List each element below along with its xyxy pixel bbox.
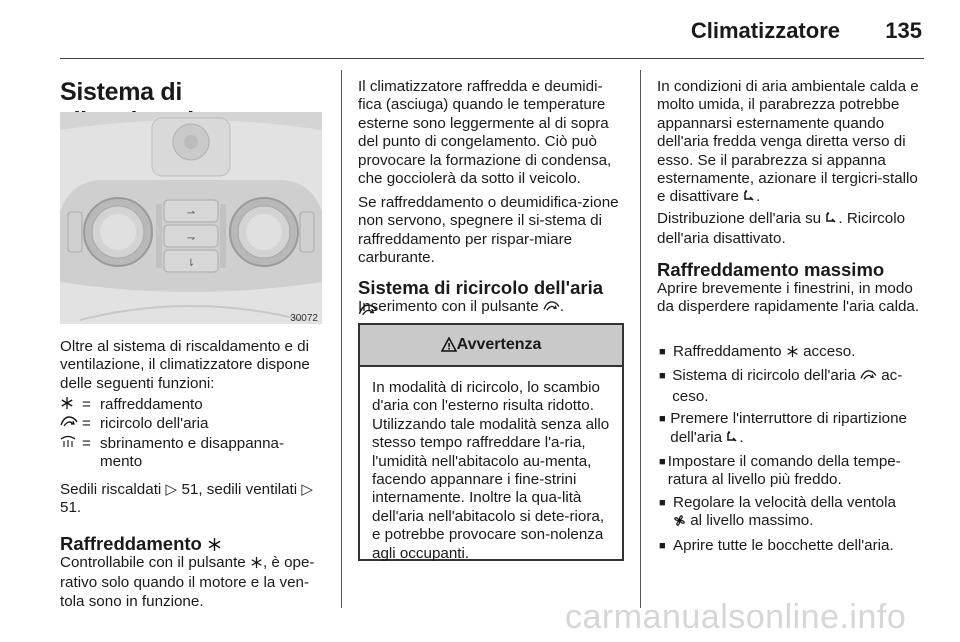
warning-title: Avvertenza xyxy=(456,336,542,353)
page-ref-arrow-icon: ▷ xyxy=(301,481,314,498)
svg-text:⇂: ⇂ xyxy=(186,258,196,269)
step-text: Aprire tutte le bocchette dell'aria. xyxy=(673,536,894,554)
recirculation-heading-text: Sistema di ricircolo dell'aria xyxy=(358,277,603,298)
list-item xyxy=(659,343,923,363)
header-rule xyxy=(60,58,924,59)
seats-paragraph xyxy=(60,481,328,518)
distribution-text: . Ricircolo dell'aria disattivato. xyxy=(657,210,906,248)
step-text: Sistema di ricircolo dell'aria xyxy=(672,367,856,385)
definition-row xyxy=(60,415,330,434)
recirculation-icon xyxy=(60,415,82,434)
column-divider xyxy=(341,70,342,608)
distribution-paragraph xyxy=(657,210,923,249)
column-divider xyxy=(640,70,641,608)
equals-sign: = xyxy=(82,415,91,433)
bullet-icon: ■ xyxy=(659,346,666,358)
max-cooling-intro: Aprire brevemente i finestrini, in modo da disperdere rapidamente l'aria calda. xyxy=(657,280,920,316)
fogging-text: In condizioni di aria ambientale calda e molto umida, il parabrezza potrebbe appannarsi esternamente quando dell'aria fredda venga diretta verso di esso. Se il parabrezza si appanna esternamente, azionare il tergicri-stallo e disattivare xyxy=(657,78,919,206)
svg-text:!: ! xyxy=(446,342,451,352)
bullet-icon: ■ xyxy=(659,496,666,509)
section-heading: Sistema di xyxy=(60,78,183,106)
page-number: 135 xyxy=(885,18,922,43)
step-text: acceso. xyxy=(803,343,856,360)
warning-triangle-icon xyxy=(441,328,457,368)
definition-row xyxy=(60,435,330,472)
list-item xyxy=(659,537,923,555)
fuel-saving-paragraph: Se raffreddamento o deumidifica-zione non servono, spegnere il si-stema di raffreddamento per rispar-miare carburante. xyxy=(358,194,619,267)
air-distribution-feet-icon xyxy=(726,431,739,449)
recirculation-text: Inserimento con il pulsante xyxy=(358,298,539,315)
bullet-icon: ■ xyxy=(659,456,666,469)
defrost-icon xyxy=(60,435,82,472)
cooling-heading-text: Raffreddamento xyxy=(60,533,202,554)
air-distribution-feet-icon xyxy=(743,190,756,208)
step-text: Premere l'interruttore di ripartizione dell'aria xyxy=(670,410,907,446)
definition-text: raffreddamento xyxy=(100,396,203,413)
function-definitions xyxy=(60,396,330,472)
list-item xyxy=(659,494,923,533)
max-cooling-heading: Raffreddamento massimo xyxy=(657,259,885,280)
control-panel-illustration xyxy=(60,112,322,324)
recirculation-paragraph: Inserimento con il pulsante . xyxy=(358,298,628,318)
step-text: Impostare il comando della tempe-ratura al livello più freddo. xyxy=(667,453,901,489)
page-ref-arrow-icon: ▷ xyxy=(165,481,178,498)
list-item xyxy=(659,410,923,449)
snowflake-icon xyxy=(786,345,799,363)
cooling-info-paragraph: Il climatizzatore raffredda e deumidi-fica (asciuga) quando le temperature esterne sono leggermente al di sopra del punto di congelamento. Ciò può provocare la formazione di condensa, che gocciolerà da sotto il veicolo. xyxy=(358,78,612,188)
page-ref: 51. xyxy=(60,499,82,517)
air-distribution-feet-icon xyxy=(825,212,838,230)
warning-box xyxy=(358,323,624,561)
image-code: 30072 xyxy=(290,313,318,324)
definition-text: ricircolo dell'aria xyxy=(100,415,209,433)
warning-text: In modalità di ricircolo, lo scambio d'aria con l'esterno risulta ridotto. Utilizzando tale modalità senza allo stesso tempo raffreddare l'a-ria, l'umidità nell'abitacolo au-menta, facendo appannare i fine-strini internamente. Inoltre la qua-lità dell'aria nell'abitacolo si dete-riora, e potrebbe provocare son-nolenza agli occupanti. xyxy=(372,379,610,562)
step-text: Raffreddamento xyxy=(673,343,782,360)
warning-header xyxy=(360,325,622,367)
fogging-paragraph: In condizioni di aria ambientale calda e molto umida, il parabrezza potrebbe appannarsi esternamente quando dell'aria fredda venga diretta verso di esso. Se il parabrezza si appanna esternamente, azionare il tergicri-stallo e disattivare . xyxy=(657,78,923,209)
fan-icon xyxy=(673,514,686,532)
cooling-text: , è ope-rativo solo quando il motore e la ven-tola sono in funzione. xyxy=(60,554,315,610)
seats-text: Sedili riscaldati xyxy=(60,481,162,498)
watermark: carmanualsonline.info xyxy=(565,598,907,636)
page-ref: 51 xyxy=(181,481,199,498)
cooling-paragraph xyxy=(60,554,332,611)
definition-row xyxy=(60,396,330,415)
list-item xyxy=(659,367,923,406)
seats-text: , sedili ventilati xyxy=(198,481,298,498)
step-text: al livello massimo. xyxy=(690,512,814,530)
bullet-icon: ■ xyxy=(659,370,666,383)
list-item xyxy=(659,453,923,490)
snowflake-icon xyxy=(250,556,263,574)
max-cooling-steps xyxy=(659,343,923,559)
equals-sign: = xyxy=(82,396,91,413)
cooling-text: Controllabile con il pulsante xyxy=(60,554,246,571)
definition-text: sbrinamento e disappanna-mento xyxy=(100,434,285,471)
bullet-icon: ■ xyxy=(659,413,666,426)
step-text: Regolare la velocità della ventola xyxy=(673,493,896,511)
recirculation-icon xyxy=(543,300,560,318)
bullet-icon: ■ xyxy=(659,539,666,552)
climate-control-panel-image xyxy=(60,112,322,324)
step-text: ac-ceso. xyxy=(672,367,903,405)
svg-text:⇁: ⇁ xyxy=(186,233,196,244)
intro-paragraph: Oltre al sistema di riscaldamento e di ventilazione, il climatizzatore dispone delle seguenti funzioni: xyxy=(60,338,310,392)
distribution-text: Distribuzione dell'aria su xyxy=(657,210,822,227)
snowflake-icon xyxy=(60,396,82,415)
svg-text:⇀: ⇀ xyxy=(186,208,196,219)
equals-sign: = xyxy=(82,434,91,452)
page-header-title: Climatizzatore xyxy=(690,18,840,43)
recirculation-icon xyxy=(860,369,877,387)
step-text: . xyxy=(739,428,744,446)
